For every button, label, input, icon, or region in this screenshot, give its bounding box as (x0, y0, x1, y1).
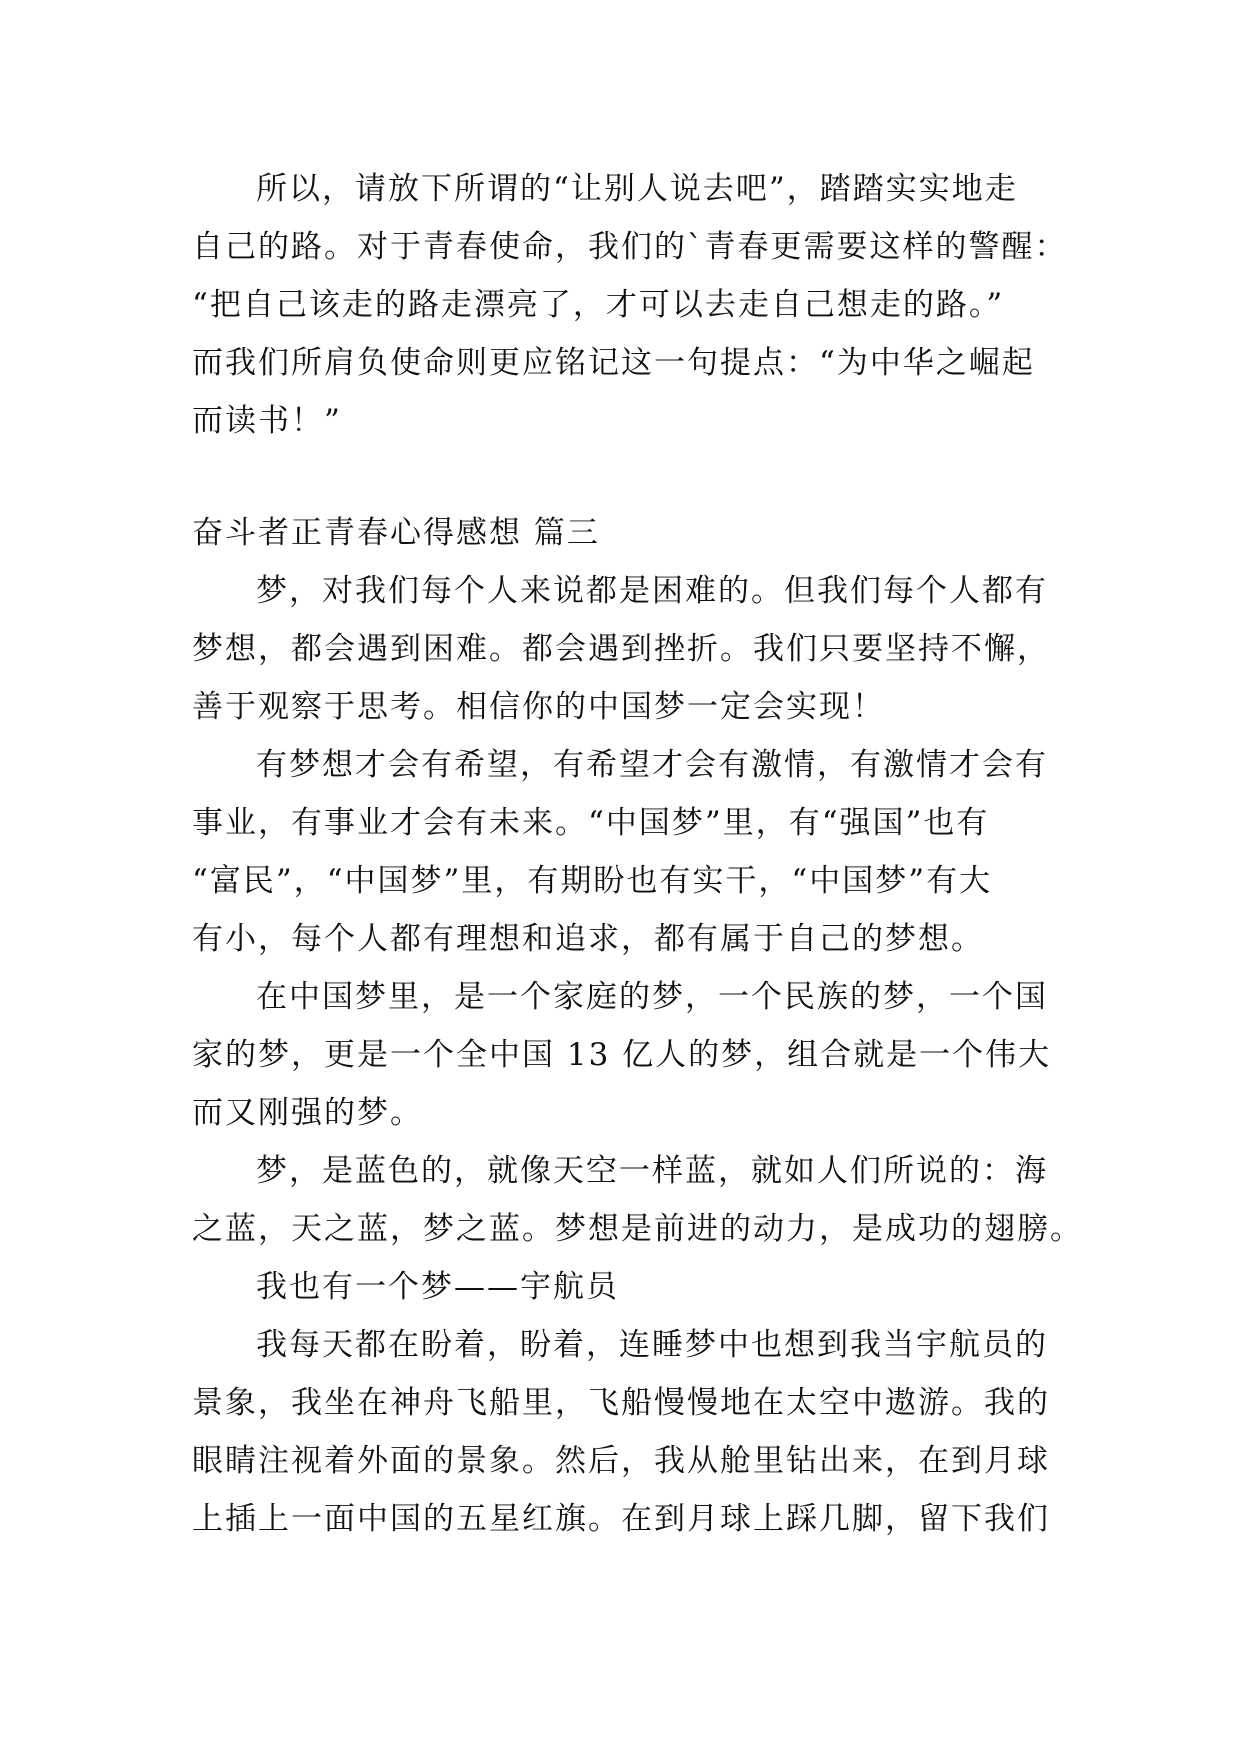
text-line: 而又刚强的梦。 (192, 1095, 423, 1131)
text-line: 之蓝，天之蓝，梦之蓝。梦想是前进的动力，是成功的翅膀。 (192, 1211, 1083, 1247)
top-paragraph (192, 160, 1068, 450)
text-line: 家的梦，更是一个全中国 13 亿人的梦，组合就是一个伟大 (192, 1037, 1052, 1073)
text-line: 在中国梦里，是一个家庭的梦，一个民族的梦，一个国 (256, 979, 1048, 1015)
paragraph (192, 968, 1052, 1142)
text-line: “富民”，“中国梦”里，有期盼也有实干，“中国梦”有大 (192, 863, 993, 899)
paragraph (192, 1142, 1083, 1258)
text-line: 而我们所肩负使命则更应铭记这一句提点：“为中华之崛起 (192, 345, 1035, 381)
text-line: 善于观察于思考。相信你的中国梦一定会实现！ (192, 689, 885, 725)
text-line: 眼睛注视着外面的景象。然后，我从舱里钻出来，在到月球 (192, 1443, 1050, 1479)
text-line: 而读书！” (192, 403, 342, 439)
text-line: 有小，每个人都有理想和追求，都有属于自己的梦想。 (192, 921, 984, 957)
text-line: 景象，我坐在神舟飞船里，飞船慢慢地在太空中遨游。我的 (192, 1385, 1050, 1421)
paragraph (192, 736, 1052, 968)
section-heading-block (192, 504, 1052, 562)
paragraph (192, 1258, 1052, 1316)
main-body (192, 562, 1083, 1548)
text-line: 梦，对我们每个人来说都是困难的。但我们每个人都有 (256, 573, 1048, 609)
text-line: 自己的路。对于青春使命，我们的`青春更需要这样的警醒： (192, 229, 1068, 265)
text-line: 有梦想才会有希望，有希望才会有激情，有激情才会有 (256, 747, 1048, 783)
text-line: 我也有一个梦——宇航员 (256, 1269, 619, 1305)
paragraph (192, 1316, 1052, 1548)
text-line: 上插上一面中国的五星红旗。在到月球上踩几脚，留下我们 (192, 1501, 1050, 1537)
paragraph (192, 562, 1052, 736)
text-line: 梦想，都会遇到困难。都会遇到挫折。我们只要坚持不懈， (192, 631, 1050, 667)
section-heading: 奋斗者正青春心得感想 篇三 (192, 515, 600, 551)
text-line: 所以，请放下所谓的“让别人说去吧”，踏踏实实地走 (256, 171, 1018, 207)
text-line: 事业，有事业才会有未来。“中国梦”里，有“强国”也有 (192, 805, 990, 841)
text-line: 我每天都在盼着，盼着，连睡梦中也想到我当宇航员的 (256, 1327, 1048, 1363)
text-line: 梦，是蓝色的，就像天空一样蓝，就如人们所说的：海 (256, 1153, 1048, 1189)
text-line: “把自己该走的路走漂亮了，才可以去走自己想走的路。” (192, 287, 1005, 323)
